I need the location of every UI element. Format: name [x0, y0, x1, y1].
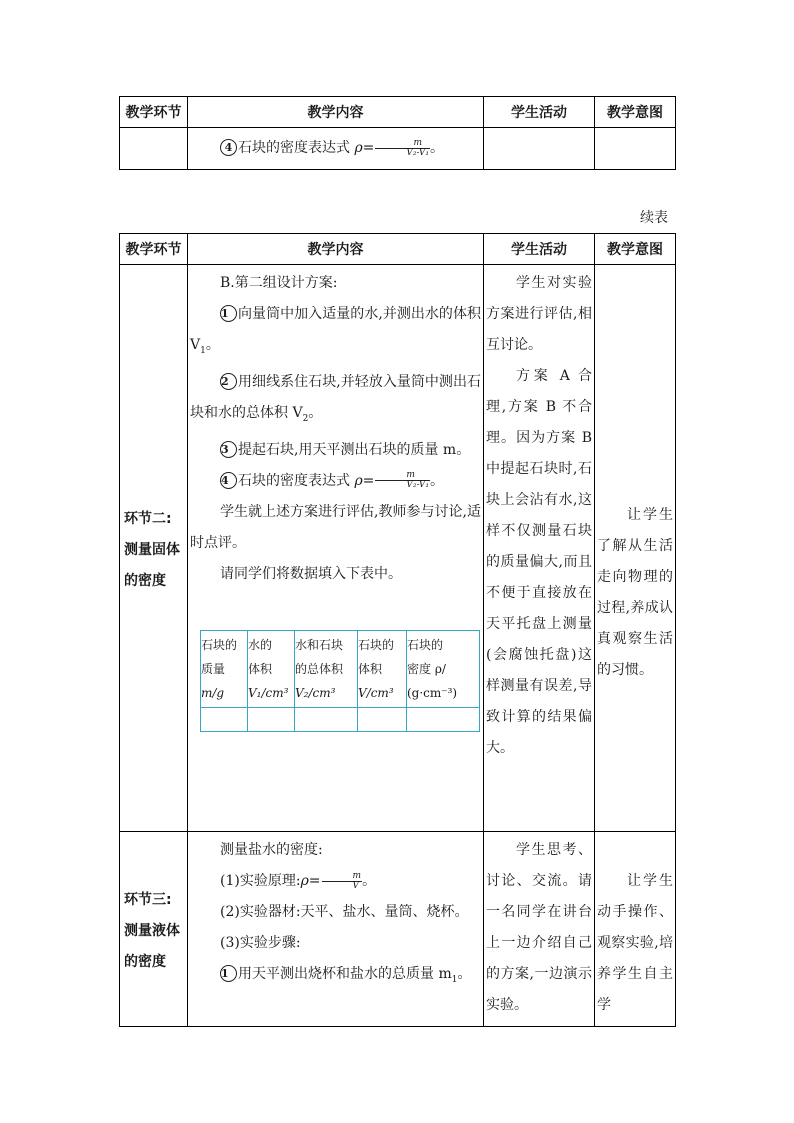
header-student: 学生活动: [484, 234, 595, 265]
lesson-table-main: [119, 233, 676, 1027]
principle-line: (1)实验原理:ρ= $\frac{m}{V}$ 。: [220, 870, 377, 891]
step-number-4: 4: [220, 139, 237, 156]
student-cell: [484, 128, 595, 170]
intent-cell: [595, 128, 676, 170]
student-analysis: 方案 A 合理,方案 B 不合理。因为方案 B 中提起石块时,石块上会沾有水,这样不仅测量石块的质量偏大,而且不便于直接放在天平托盘上测量(会腐蚀托盘)这样测量有误差,导致计算的结果偏大。: [486, 368, 592, 756]
data-header-mass: 石块的 质量 m/g: [201, 630, 248, 707]
header-stage: 教学环节: [120, 97, 188, 128]
step-3: 3 提起石块,用天平测出石块的质量 m。: [221, 441, 471, 458]
header-intent: 教学意图: [595, 97, 676, 128]
data-cell-stone-volume[interactable]: [358, 707, 407, 731]
data-cell-water-volume[interactable]: [248, 707, 295, 731]
principle-fraction: $\frac{m}{V}$: [322, 872, 363, 891]
stage-three: 环节三:测量液体的密度: [120, 832, 188, 1027]
salt-water-title: 测量盐水的密度:: [220, 842, 323, 858]
steps-heading: (3)实验步骤:: [220, 935, 301, 951]
equipment-line: (2)实验器材:天平、盐水、量筒、烧杯。: [220, 904, 469, 920]
content-stage-two: [188, 265, 484, 832]
stage-two: 环节二:测量固体的密度: [120, 265, 188, 832]
student-stage-two: [484, 265, 595, 832]
density-fraction: $\frac{m}{\text{V₂-V₁}}$: [375, 471, 430, 490]
step-1: 1 向量筒中加入适量的水,并测出水的体积 $V_1$。: [190, 306, 481, 356]
intent-stage-three: 让学生动手操作、观察实验,培养学生自主学: [595, 832, 676, 1027]
data-cell-density[interactable]: [407, 707, 480, 731]
stage-cell: [120, 128, 188, 170]
lesson-table-top: [119, 96, 676, 170]
data-header-water-volume: 水的 体积 V₁/cm³: [248, 630, 295, 707]
step-2: 2 用细线系住石块,并轻放入量筒中测出石块和水的总体积 $V_2$。: [190, 373, 481, 424]
data-header-total-volume: 水和石块 的总体积 V₂/cm³: [295, 630, 358, 707]
header-intent: 教学意图: [595, 234, 676, 265]
formula-line: 4 石块的密度表达式 ρ= $\frac{m}{\text{V₂-V₁}}$ 。: [190, 133, 481, 164]
continued-label: 续表: [640, 210, 668, 226]
step-4: 4 石块的密度表达式 ρ= $\frac{m}{\text{V₂-V₁}}$ 。: [221, 470, 445, 491]
fill-table-paragraph: 请同学们将数据填入下表中。: [220, 565, 402, 582]
data-header-density: 石块的 密度 ρ/ (g·cm⁻³): [407, 630, 480, 707]
data-cell-total-volume[interactable]: [295, 707, 358, 731]
data-table: [200, 630, 480, 732]
data-header-stone-volume: 石块的 体积 V/cm³: [358, 630, 407, 707]
evaluate-paragraph: 学生就上述方案进行评估,教师参与讨论,适时点评。: [190, 503, 481, 551]
content-stage-three: [188, 832, 484, 1027]
header-content: 教学内容: [188, 97, 484, 128]
student-stage-three: 学生思考、讨论、交流。请一名同学在讲台上一边介绍自己的方案,一边演示实验。: [484, 832, 595, 1027]
header-stage: 教学环节: [120, 234, 188, 265]
plan-title: B.第二组设计方案:: [220, 275, 338, 291]
content-cell: [188, 128, 484, 170]
intent-stage-two: 让学生了解从生活走向物理的过程,养成认真观察生活的习惯。: [595, 265, 676, 832]
header-student: 学生活动: [484, 97, 595, 128]
data-cell-mass[interactable]: [201, 707, 248, 731]
header-content: 教学内容: [188, 234, 484, 265]
salt-step-1: 1 用天平测出烧杯和盐水的总质量 $m_1$。: [221, 966, 472, 985]
density-fraction: $\frac{m}{\text{V₂-V₁}}$: [375, 139, 430, 158]
student-eval: 学生对实验方案进行评估,相互讨论。: [486, 275, 592, 353]
